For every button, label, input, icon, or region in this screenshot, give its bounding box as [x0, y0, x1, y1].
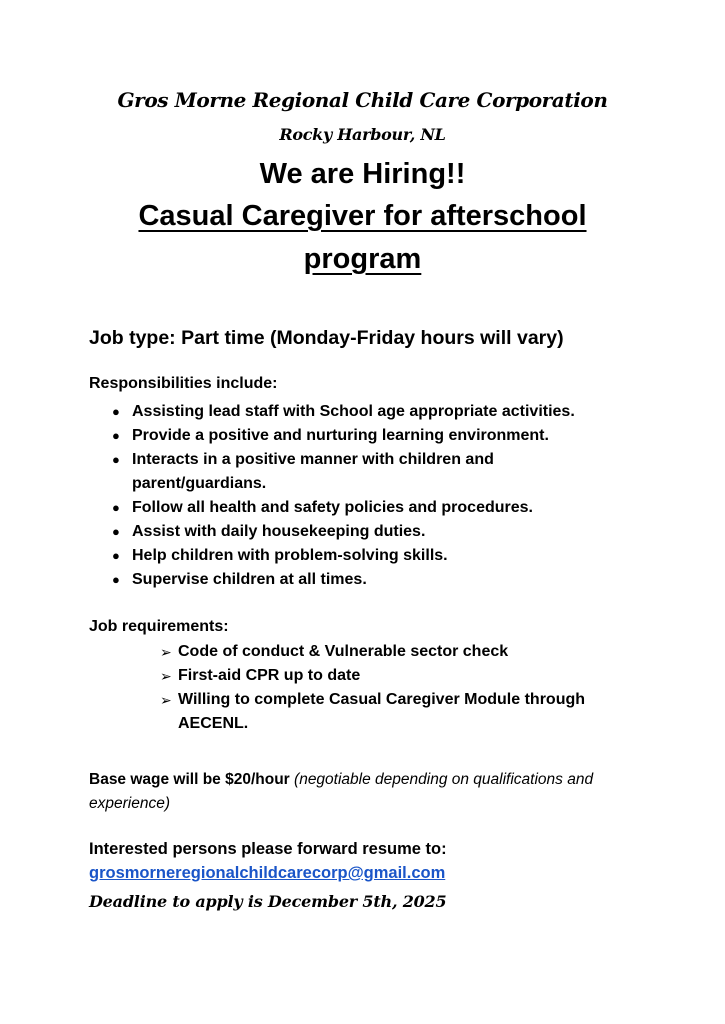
hiring-headline: We are Hiring!!	[259, 158, 466, 190]
list-item	[89, 520, 669, 544]
email-link[interactable]: grosmorneregionalchildcarecorp@gmail.com	[89, 864, 446, 882]
requirement-text: Willing to complete Casual Caregiver Module through AECENL.	[178, 691, 586, 732]
organization-name: Gros Morne Regional Child Care Corporation	[117, 88, 608, 112]
requirements-heading: Job requirements:	[89, 618, 229, 635]
responsibility-text: Assist with daily housekeeping duties.	[132, 523, 426, 540]
bullet-icon: ●	[112, 428, 120, 443]
list-item	[89, 400, 669, 424]
wage-note: (negotiable depending on qualifications and experience)	[89, 771, 594, 812]
responsibility-text: Assisting lead staff with School age appropriate activities.	[132, 403, 575, 420]
requirements-list	[160, 640, 620, 736]
arrow-bullet-icon: ➢	[160, 692, 172, 708]
list-item	[160, 664, 620, 688]
arrow-bullet-icon: ➢	[160, 668, 172, 684]
position-title-line-2: program	[303, 243, 422, 275]
organization-location: Rocky Harbour, NL	[279, 125, 446, 144]
responsibilities-list	[89, 400, 669, 592]
arrow-bullet-icon: ➢	[160, 644, 172, 660]
responsibility-text: Interacts in a positive manner with children and parent/guardians.	[132, 451, 494, 492]
list-item	[89, 496, 669, 520]
responsibility-text: Supervise children at all times.	[132, 571, 367, 588]
list-item	[89, 448, 669, 496]
list-item	[89, 424, 669, 448]
base-wage: Base wage will be $20/hour	[89, 771, 290, 788]
responsibility-text: Follow all health and safety policies and procedures.	[132, 499, 533, 516]
responsibility-text: Help children with problem-solving skills.	[132, 547, 448, 564]
job-type: Job type: Part time (Monday-Friday hours will vary)	[89, 327, 564, 349]
requirement-text: Code of conduct & Vulnerable sector check	[178, 643, 509, 660]
list-item	[160, 688, 620, 736]
wage-info	[89, 768, 649, 816]
contact-instruction: Interested persons please forward resume to:	[89, 840, 447, 858]
bullet-icon: ●	[112, 404, 120, 419]
bullet-icon: ●	[112, 548, 120, 563]
requirement-text: First-aid CPR up to date	[178, 667, 361, 684]
bullet-icon: ●	[112, 500, 120, 515]
application-deadline: Deadline to apply is December 5th, 2025	[89, 892, 447, 911]
position-title-line-1: Casual Caregiver for afterschool	[138, 200, 587, 232]
responsibility-text: Provide a positive and nurturing learning environment.	[132, 427, 549, 444]
list-item	[89, 544, 669, 568]
responsibilities-heading: Responsibilities include:	[89, 375, 278, 392]
bullet-icon: ●	[112, 452, 120, 467]
bullet-icon: ●	[112, 572, 120, 587]
list-item	[89, 568, 669, 592]
bullet-icon: ●	[112, 524, 120, 539]
list-item	[160, 640, 620, 664]
